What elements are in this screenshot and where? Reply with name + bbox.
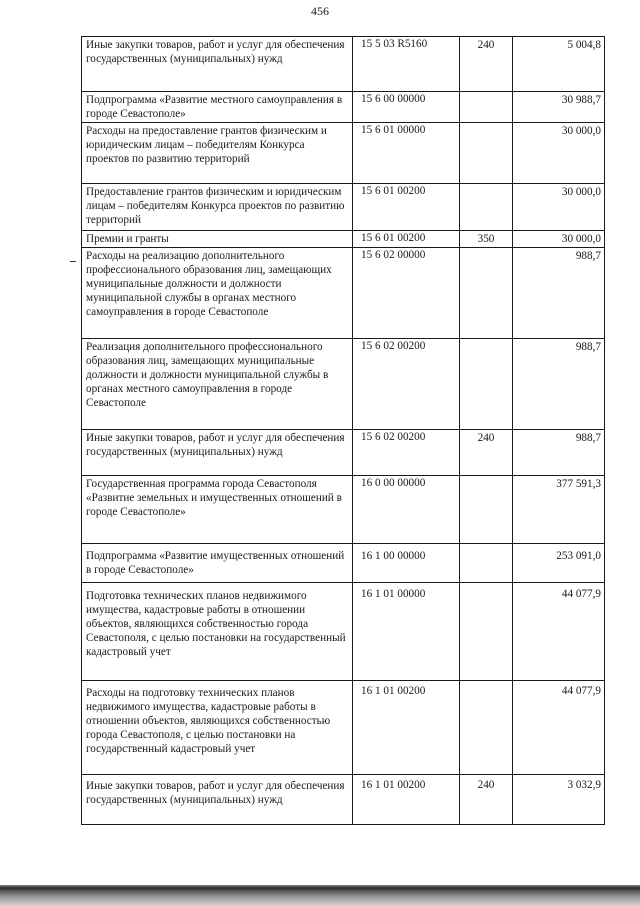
row-name: Иные закупки товаров, работ и услуг для обеспечения государственных (муниципальных) нужд — [82, 430, 353, 476]
row-code: 15 6 02 00000 — [353, 248, 460, 339]
row-code: 15 6 02 00200 — [353, 430, 460, 476]
margin-tick-mark — [70, 261, 76, 262]
row-amount: 44 077,9 — [513, 681, 605, 775]
row-expense-type — [460, 583, 513, 681]
table-row — [82, 583, 605, 681]
row-name: Реализация дополнительного профессионального образования лиц, замещающих муниципальные должности и должности муниципальной службы в органах местного самоуправления в городе Севастополе — [82, 339, 353, 430]
budget-table — [81, 36, 605, 825]
row-amount: 30 000,0 — [513, 123, 605, 184]
row-name: Подпрограмма «Развитие местного самоуправления в городе Севастополе» — [82, 92, 353, 123]
row-amount: 988,7 — [513, 248, 605, 339]
row-amount: 377 591,3 — [513, 476, 605, 544]
table-row — [82, 476, 605, 544]
row-name: Иные закупки товаров, работ и услуг для обеспечения государственных (муниципальных) нужд — [82, 775, 353, 825]
table-row — [82, 123, 605, 184]
row-amount: 44 077,9 — [513, 583, 605, 681]
row-expense-type: 240 — [460, 430, 513, 476]
row-code: 16 1 01 00200 — [353, 681, 460, 775]
row-code: 16 1 01 00000 — [353, 583, 460, 681]
table-row — [82, 430, 605, 476]
row-expense-type — [460, 476, 513, 544]
row-name: Расходы на предоставление грантов физическим и юридическим лицам – победителям Конкурса проектов по развитию территорий — [82, 123, 353, 184]
table-row — [82, 544, 605, 583]
row-amount: 5 004,8 — [513, 37, 605, 92]
row-code: 15 5 03 R5160 — [353, 37, 460, 92]
row-amount: 3 032,9 — [513, 775, 605, 825]
row-amount: 988,7 — [513, 339, 605, 430]
table-row — [82, 775, 605, 825]
row-code: 15 6 02 00200 — [353, 339, 460, 430]
row-code: 15 6 01 00000 — [353, 123, 460, 184]
row-expense-type — [460, 184, 513, 231]
scan-bottom-edge — [0, 885, 640, 905]
row-expense-type: 240 — [460, 37, 513, 92]
row-code: 15 6 01 00200 — [353, 231, 460, 248]
row-expense-type: 350 — [460, 231, 513, 248]
table-row — [82, 339, 605, 430]
row-name: Премии и гранты — [82, 231, 353, 248]
page-number: 456 — [311, 4, 329, 18]
row-name: Государственная программа города Севастополя «Развитие земельных и имущественных отношений в городе Севастополе» — [82, 476, 353, 544]
row-amount: 30 988,7 — [513, 92, 605, 123]
table-row — [82, 231, 605, 248]
row-code: 15 6 01 00200 — [353, 184, 460, 231]
row-name: Расходы на реализацию дополнительного профессионального образования лиц, замещающих муниципальные должности и должности муниципальной службы в органах местного самоуправления в городе Севастополе — [82, 248, 353, 339]
table-row — [82, 248, 605, 339]
table-row — [82, 92, 605, 123]
row-expense-type — [460, 339, 513, 430]
row-name: Иные закупки товаров, работ и услуг для обеспечения государственных (муниципальных) нужд — [82, 37, 353, 92]
row-expense-type — [460, 681, 513, 775]
row-amount: 253 091,0 — [513, 544, 605, 583]
row-name: Подпрограмма «Развитие имущественных отношений в городе Севастополе» — [82, 544, 353, 583]
row-code: 16 1 00 00000 — [353, 544, 460, 583]
row-expense-type: 240 — [460, 775, 513, 825]
row-code: 16 1 01 00200 — [353, 775, 460, 825]
row-name: Предоставление грантов физическим и юридическим лицам – победителям Конкурса проектов по развитию территорий — [82, 184, 353, 231]
table-row — [82, 37, 605, 92]
row-code: 16 0 00 00000 — [353, 476, 460, 544]
row-code: 15 6 00 00000 — [353, 92, 460, 123]
row-name: Подготовка технических планов недвижимого имущества, кадастровые работы в отношении объектов, являющихся собственностью города Севастополя, с целью постановки на государственный кадастровый учет — [82, 583, 353, 681]
row-amount: 30 000,0 — [513, 231, 605, 248]
row-expense-type — [460, 92, 513, 123]
row-expense-type — [460, 248, 513, 339]
row-amount: 988,7 — [513, 430, 605, 476]
row-expense-type — [460, 123, 513, 184]
table-row — [82, 184, 605, 231]
row-expense-type — [460, 544, 513, 583]
row-name: Расходы на подготовку технических планов недвижимого имущества, кадастровые работы в отношении объектов, являющихся собственностью города Севастополя, с целью постановки на государственный кадастровый учет — [82, 681, 353, 775]
table-row — [82, 681, 605, 775]
row-amount: 30 000,0 — [513, 184, 605, 231]
